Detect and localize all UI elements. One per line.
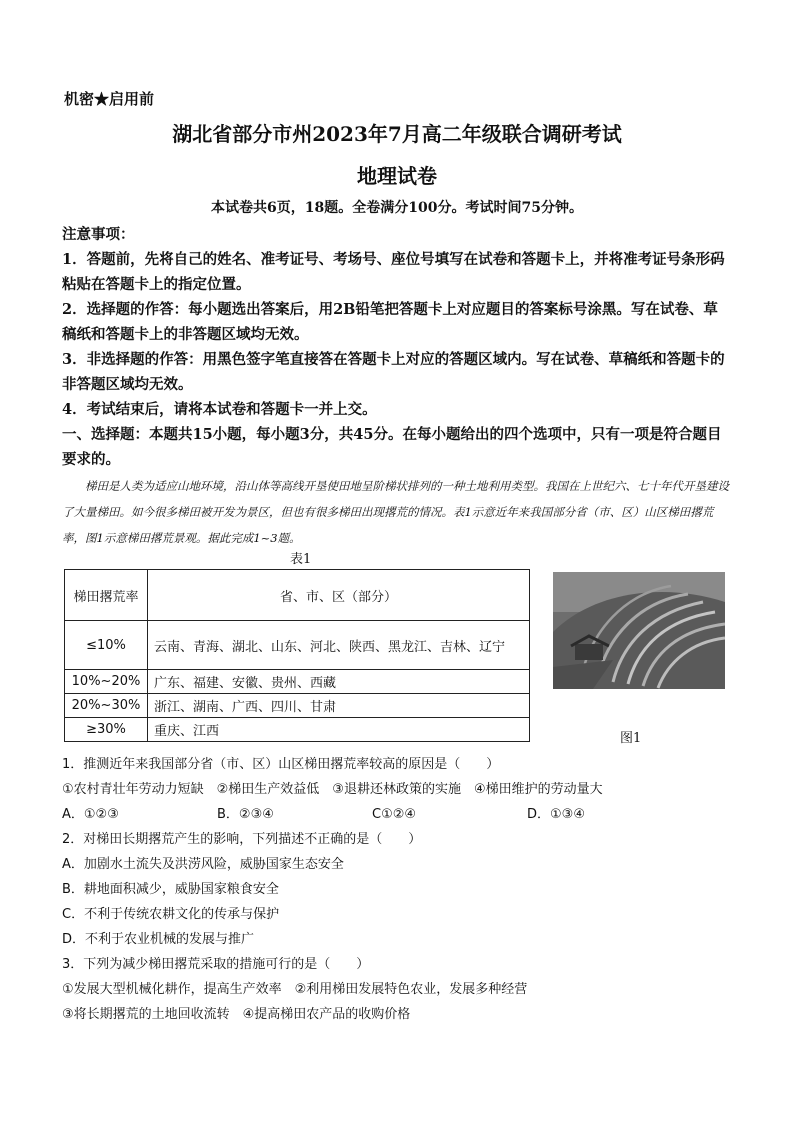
option-b: B．②③④ [217,807,274,822]
question-2-stem: 2．对梯田长期撂荒产生的影响，下列描述不正确的是（ ） [62,832,422,847]
option-c: C．不利于传统农耕文化的传承与保护 [62,907,280,922]
question-1-options [62,802,732,827]
questions [62,752,732,1027]
exam-title: 湖北省部分市州2023年7月高二年级联合调研考试 [172,122,622,146]
notes-section [62,222,732,472]
table-cell: 重庆、江西 [148,718,530,742]
note-item: 1．答题前，先将自己的姓名、准考证号、考场号、座位号填写在试卷和答题卡上，并将准考证号条形码粘贴在答题卡上的指定位置。 [62,251,725,293]
exam-subject: 地理试卷 [357,164,437,188]
abandonment-table [64,569,530,742]
option-a: A．加剧水土流失及洪涝风险，威胁国家生态安全 [62,857,344,872]
option-c: C①②④ [372,807,417,822]
option-d: D．不利于农业机械的发展与推广 [62,932,255,947]
table-cell: ≥30% [65,718,148,742]
table-cell: 浙江、湖南、广西、四川、甘肃 [148,694,530,718]
note-item: 4．考试结束后，请将本试卷和答题卡一并上交。 [62,401,377,418]
table-cell: ≤10% [65,621,148,670]
terrace-photo [553,572,725,689]
table-cell: 云南、青海、湖北、山东、河北、陕西、黑龙江、吉林、辽宁 [148,621,530,670]
table-header-cell: 省、市、区（部分） [148,570,530,621]
table-header-cell: 梯田撂荒率 [65,570,148,621]
notes-heading: 注意事项： [62,226,135,243]
table-row [65,718,530,742]
table-cell: 10%~20% [65,670,148,694]
table-cell: 20%~30% [65,694,148,718]
exam-info: 本试卷共6页，18题。全卷满分100分。考试时间75分钟。 [211,200,583,216]
secret-label: 机密★启用前 [64,90,155,108]
question-1-statements: ①农村青壮年劳动力短缺 ②梯田生产效益低 ③退耕还林政策的实施 ④梯田维护的劳动量大 [62,782,603,797]
option-b: B．耕地面积减少，威胁国家粮食安全 [62,882,279,897]
figure-caption: 图1 [620,731,642,746]
table-cell: 广东、福建、安徽、贵州、西藏 [148,670,530,694]
option-a: A．①②③ [62,807,119,822]
table-row [65,670,530,694]
question-1-stem: 1．推测近年来我国部分省（市、区）山区梯田撂荒率较高的原因是（ ） [62,757,500,772]
question-3-statement: ①发展大型机械化耕作，提高生产效率 ②利用梯田发展特色农业，发展多种经营 [62,982,528,997]
table-header-row [65,570,530,621]
section-heading: 一、选择题：本题共15小题，每小题3分，共45分。在每小题给出的四个选项中，只有一项是符合题目要求的。 [62,426,722,468]
note-item: 2．选择题的作答：每小题选出答案后，用2B铅笔把答题卡上对应题目的答案标号涂黑。写在试卷、草稿纸和答题卡上的非答题区域均无效。 [62,301,718,343]
note-item: 3．非选择题的作答：用黑色签字笔直接答在答题卡上对应的答题区域内。写在试卷、草稿纸和答题卡的非答题区域均无效。 [62,351,725,393]
question-3-stem: 3．下列为减少梯田撂荒采取的措施可行的是（ ） [62,957,370,972]
option-d: D．①③④ [527,807,585,822]
table-row [65,694,530,718]
reading-passage: 梯田是人类为适应山地环境，沿山体等高线开垦使田地呈阶梯状排列的一种土地利用类型。我国在上世纪六、七十年代开垦建设了大量梯田。如今很多梯田被开发为景区，但也有很多梯田出现撂荒的情况。表1示意近年来我国部分省（市、区）山区梯田撂荒率，图1示意梯田撂荒景观。据此完成1~3题。 [62,479,729,545]
table-caption: 表1 [290,552,312,567]
table-row [65,621,530,670]
question-3-statement: ③将长期撂荒的土地回收流转 ④提高梯田农产品的收购价格 [62,1007,411,1022]
